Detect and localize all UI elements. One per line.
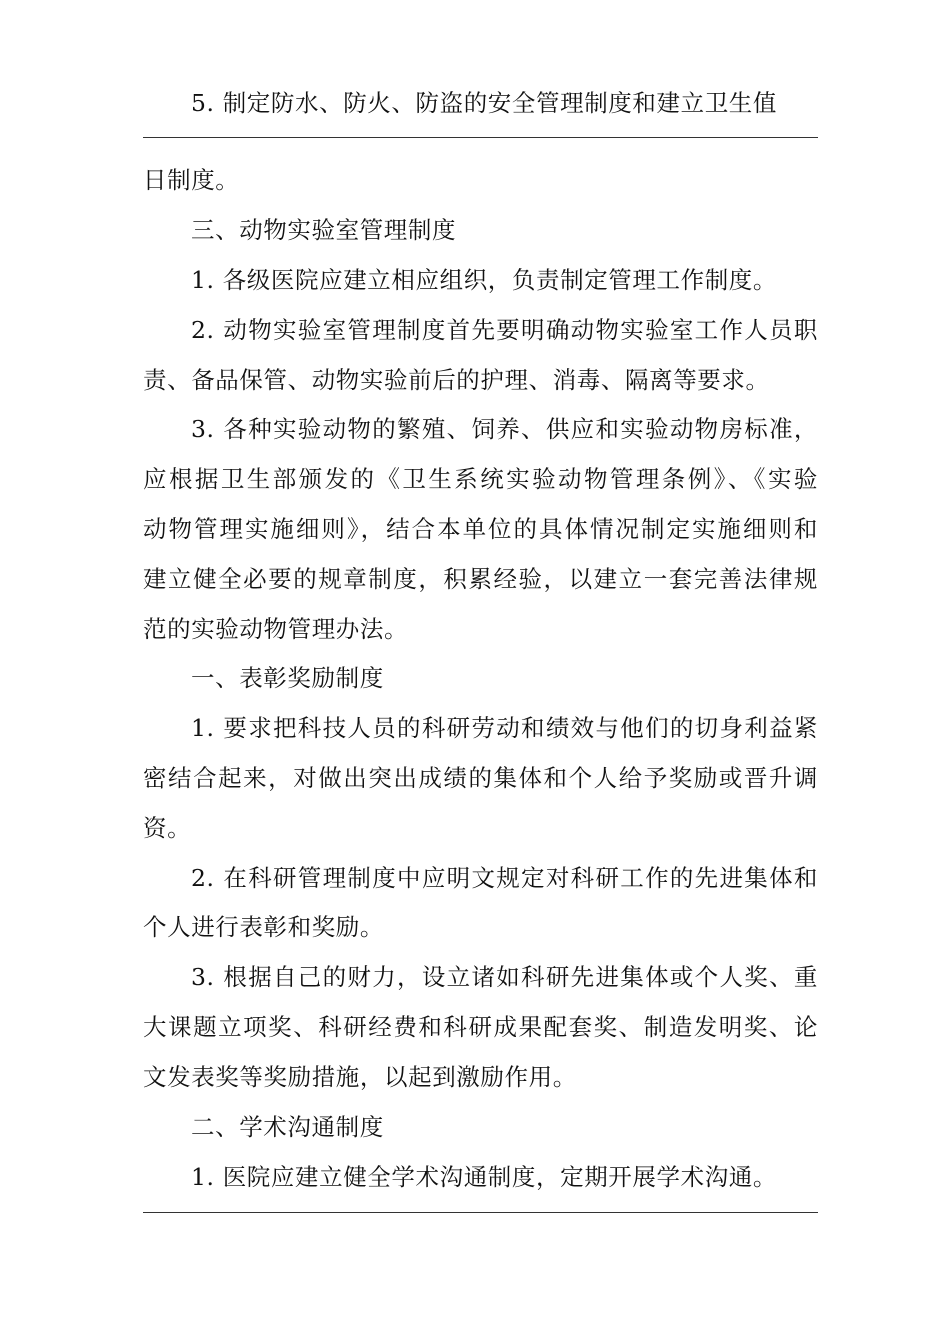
header-divider	[143, 137, 818, 138]
paragraph-line: 日制度。	[143, 166, 240, 194]
paragraph-line: 3. 各种实验动物的繁殖、饲养、供应和实验动物房标准，	[191, 415, 818, 443]
paragraph-line: 2. 动物实验室管理制度首先要明确动物实验室工作人员职	[191, 316, 818, 344]
paragraph-line: 2. 在科研管理制度中应明文规定对科研工作的先进集体和	[191, 864, 818, 892]
paragraph-line: 个人进行表彰和奖励。	[143, 913, 384, 941]
paragraph-line: 1. 各级医院应建立相应组织，负责制定管理工作制度。	[191, 266, 777, 294]
paragraph-line: 1. 医院应建立健全学术沟通制度，定期开展学术沟通。	[191, 1163, 777, 1191]
paragraph-line: 3. 根据自己的财力，设立诸如科研先进集体或个人奖、重	[191, 963, 818, 991]
paragraph-line: 1. 要求把科技人员的科研劳动和绩效与他们的切身利益紧	[191, 714, 818, 742]
paragraph-line: 范的实验动物管理办法。	[143, 615, 409, 643]
header-paragraph-line: 5. 制定防水、防火、防盗的安全管理制度和建立卫生值	[191, 89, 777, 117]
section-heading-animal-lab: 三、动物实验室管理制度	[191, 216, 457, 244]
section-heading-awards: 一、表彰奖励制度	[191, 664, 384, 692]
paragraph-line: 密结合起来，对做出突出成绩的集体和个人给予奖励或晋升调	[143, 764, 818, 792]
paragraph-line: 文发表奖等奖励措施，以起到激励作用。	[143, 1063, 577, 1091]
paragraph-line: 资。	[143, 814, 192, 842]
paragraph-line: 动物管理实施细则》，结合本单位的具体情况制定实施细则和	[143, 515, 818, 543]
paragraph-line: 责、备品保管、动物实验前后的护理、消毒、隔离等要求。	[143, 366, 770, 394]
paragraph-line: 建立健全必要的规章制度，积累经验，以建立一套完善法律规	[143, 565, 818, 593]
paragraph-line: 大课题立项奖、科研经费和科研成果配套奖、制造发明奖、论	[143, 1013, 818, 1041]
section-heading-academic-exchange: 二、学术沟通制度	[191, 1113, 384, 1141]
footer-divider	[143, 1212, 818, 1213]
paragraph-line: 应根据卫生部颁发的《卫生系统实验动物管理条例》、《实验	[143, 465, 818, 493]
